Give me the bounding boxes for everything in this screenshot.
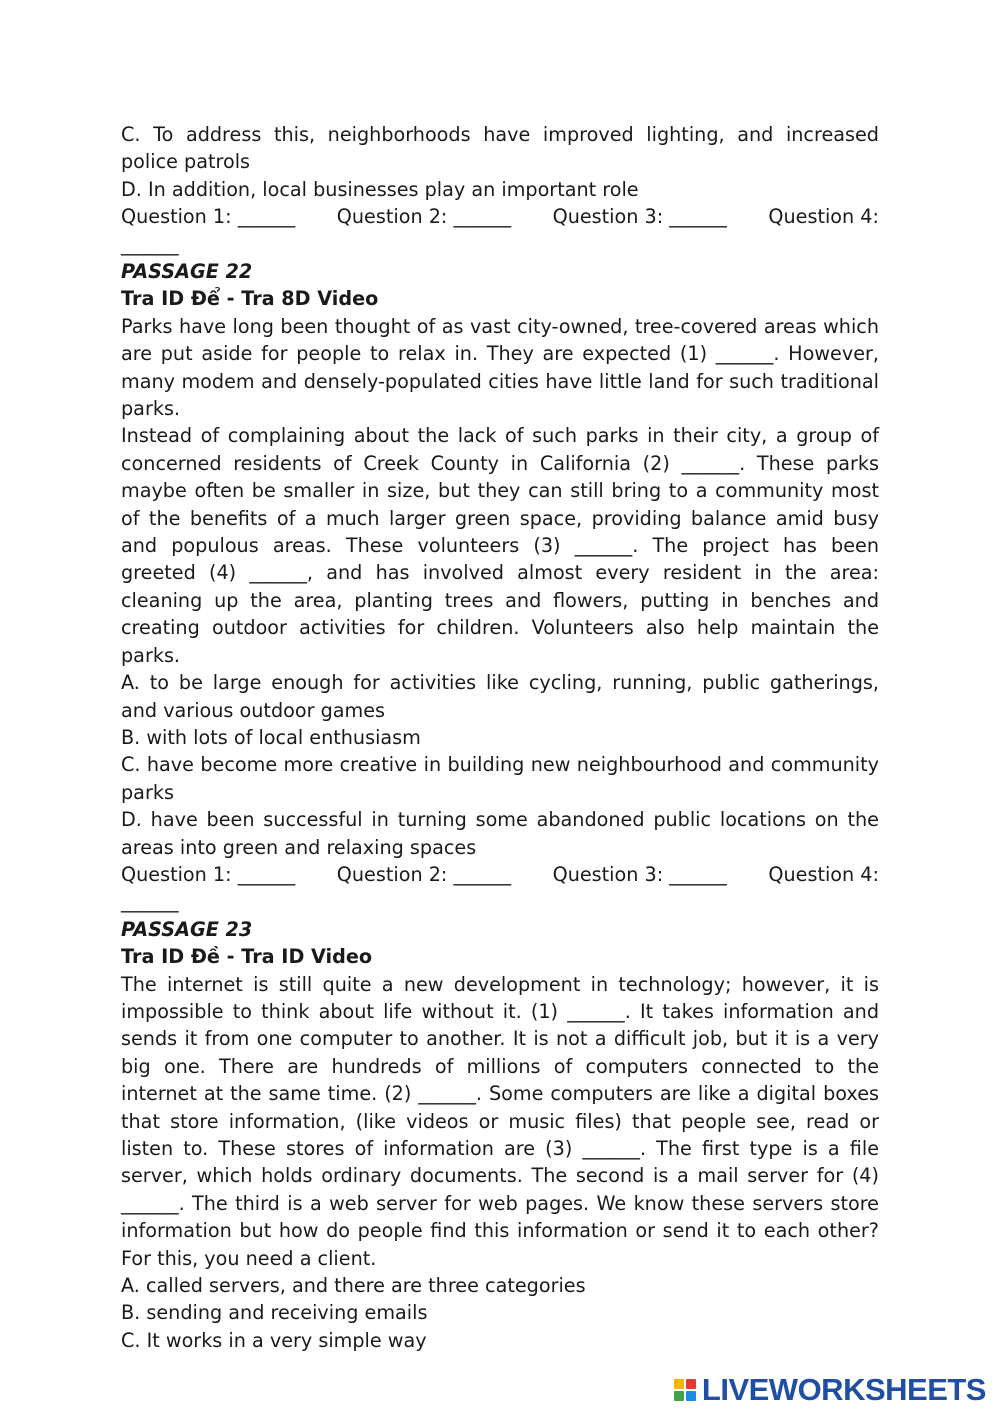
passage-22-option-c: C. have become more creative in building new neighbourhood and community parks xyxy=(121,753,879,804)
p21-question-row xyxy=(121,203,879,230)
passage-22-paragraph-1: Parks have long been thought of as vast city-owned, tree-covered areas which are put aside for people to relax in. They are expected (1) ______. However, many modem and densely-populated cities have little land for such traditional parks. xyxy=(121,314,879,421)
p21-option-d: D. In addition, local businesses play an important role xyxy=(121,177,639,201)
passage-23-subtitle: Tra ID Đề - Tra ID Video xyxy=(121,945,373,969)
question-1-label: Question 1: ______ xyxy=(121,862,296,886)
question-4-blank: ______ xyxy=(121,890,179,914)
question-4-label: Question 4: xyxy=(768,862,879,886)
passage-23-title: PASSAGE 23 xyxy=(121,917,253,941)
liveworksheets-logo-icon xyxy=(674,1379,696,1401)
passage-22-paragraph-2: Instead of complaining about the lack of such parks in their city, a group of concerned residents of Creek County in California (2) ______. These parks maybe often be smaller in size, but they can still bring to a community most of the benefits of a much larger green space, providing balance amid busy and populous areas. These volunteers (3) ______. The project has been greeted (4) ______, and has involved almost every resident in the area: cleaning up the area, planting trees and flowers, putting in benches and creating outdoor activities for children. Volunteers also help maintain the parks. xyxy=(121,424,879,667)
passage-22-subtitle: Tra ID Để - Tra 8D Video xyxy=(121,287,379,311)
p22-question-row xyxy=(121,861,879,888)
question-3-label: Question 3: ______ xyxy=(552,205,727,229)
question-2-label: Question 2: ______ xyxy=(336,862,512,886)
question-4-label: Question 4: xyxy=(768,205,879,229)
passage-22-option-d: D. have been successful in turning some abandoned public locations on the areas into green and relaxing spaces xyxy=(121,808,879,859)
liveworksheets-brand[interactable] xyxy=(674,1374,986,1405)
question-3-label: Question 3: ______ xyxy=(552,862,727,886)
question-2-label: Question 2: ______ xyxy=(336,205,512,229)
passage-23-option-b: B. sending and receiving emails xyxy=(121,1301,428,1325)
question-4-blank: ______ xyxy=(121,232,179,256)
passage-23-option-a: A. called servers, and there are three categories xyxy=(121,1274,586,1298)
passage-22-option-a: A. to be large enough for activities like cycling, running, public gatherings, and various outdoor games xyxy=(121,671,879,722)
logo-square-blue xyxy=(686,1391,696,1401)
logo-square-yellow xyxy=(674,1379,684,1389)
passage-23-paragraph-1: The internet is still quite a new development in technology; however, it is impossible to think about life without it. (1) ______. It takes information and sends it from one computer to another. It is not a difficult job, but it is a very big one. There are hundreds of millions of computers connected to the internet at the same time. (2) ______. Some computers are like a digital boxes that store information, (like videos or music files) that people see, read or listen to. These stores of information are (3) ______. The first type is a file server, which holds ordinary documents. The second is a mail server for (4) ______. The third is a web server for web pages. We know these servers store information but how do people find this information or send it to each other? For this, you need a client. xyxy=(121,972,879,1270)
question-1-label: Question 1: ______ xyxy=(121,205,296,229)
passage-23-option-c: C. It works in a very simple way xyxy=(121,1328,427,1352)
passage-22-title: PASSAGE 22 xyxy=(121,260,253,284)
passage-22-option-b: B. with lots of local enthusiasm xyxy=(121,725,421,749)
p21-option-c: C. To address this, neighborhoods have improved lighting, and increased police patrols xyxy=(121,123,879,174)
brand-name: LIVEWORKSHEETS xyxy=(701,1372,986,1407)
worksheet-page xyxy=(121,121,879,1354)
logo-square-green xyxy=(674,1391,684,1401)
logo-square-red xyxy=(686,1379,696,1389)
